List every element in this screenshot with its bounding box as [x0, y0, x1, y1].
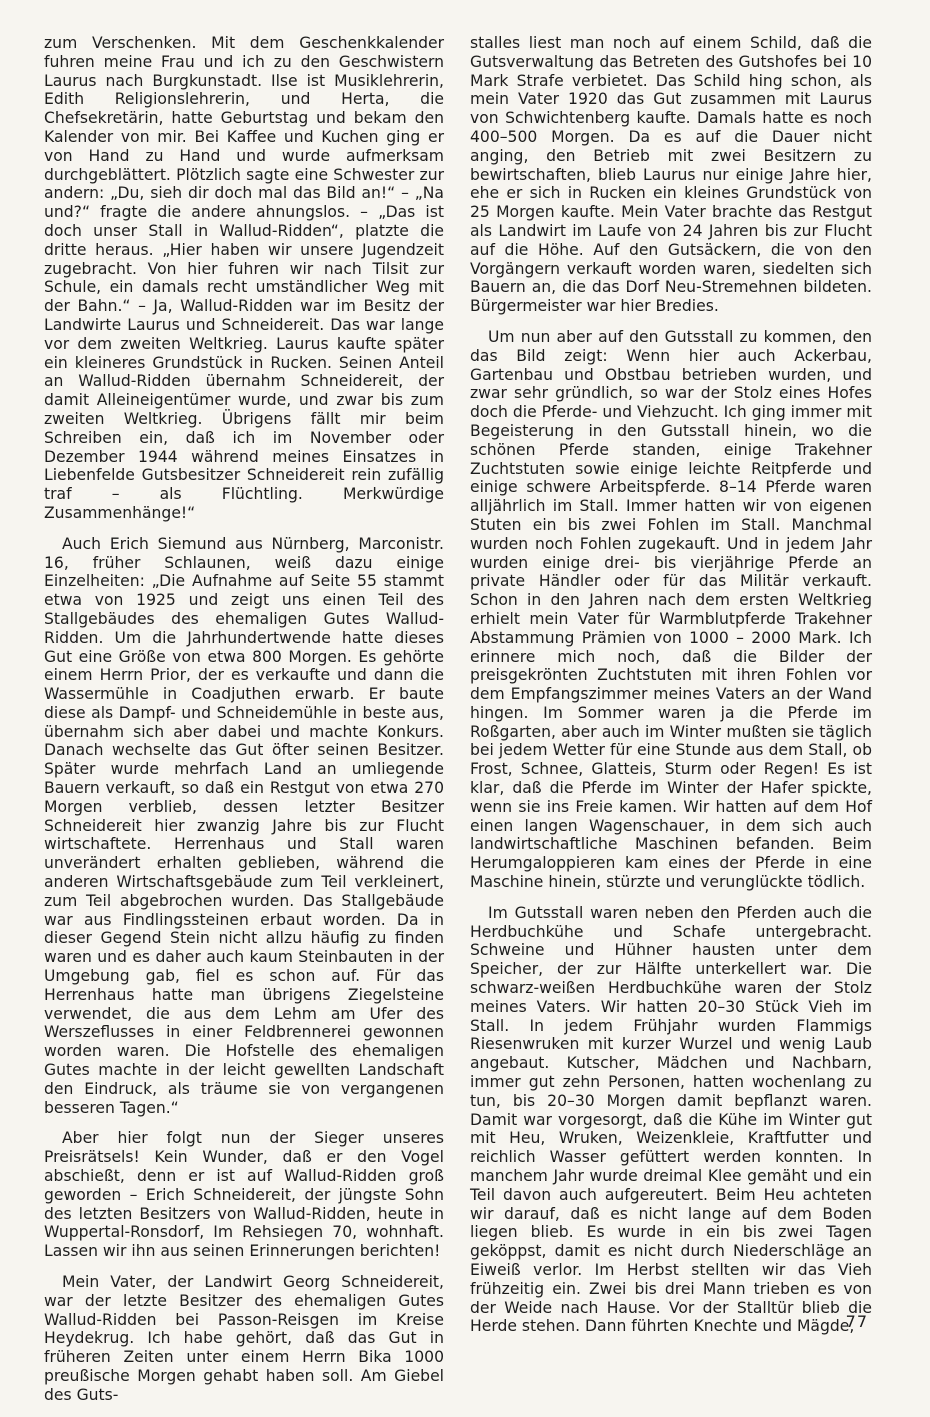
paragraph: Um nun aber auf den Gutsstall zu kommen, den das Bild zeigt: Wenn hier auch Ackerbau, Gartenbau und Obstbau betrieben wurden, und zwar sehr gründlich, so war der Stolz eines Hofes doch die Pferde- und Viehzucht. Ich ging immer mit Begeisterung in den Gutsstall hinein, wo die schönen Pferde standen, einige Trakehner Zuchtstuten sowie einige leichte Reitpferde und einige schwere Arbeitspferde. 8–14 Pferde waren alljährlich im Stall. Immer hatten wir von eigenen Stuten ein bis zwei Fohlen im Stall. Manchmal wurden noch Fohlen zugekauft. Und in jedem Jahr wurden einige drei- bis vierjährige Pferde an private Händler oder für das Militär verkauft. Schon in den Jahren nach dem ersten Weltkrieg erhielt mein Vater für Warmblutpferde Trakehner Abstammung Prämien von 1000 – 2000 Mark. Ich erinnere mich noch, daß die Bilder der preisgekrönten Zuchtstuten mit ihren Fohlen vor dem Empfangszimmer meines Vaters an der Wand hingen. Im Sommer waren ja die Pferde im Roßgarten, aber auch im Winter mußten sie täglich bei jedem Wetter für eine Stunde aus dem Stall, ob Frost, Schnee, Glatteis, Sturm oder Regen! Es ist klar, daß die Pferde im Winter der Hafer spickte, wenn sie ins Freie kamen. Wir hatten auf dem Hof einen langen Wagenschauer, in dem sich auch landwirtschaftliche Maschinen befanden. Beim Herumgaloppieren kam eines der Pferde in eine Maschine hinein, stürzte und verunglückte tödlich.: [470, 327, 872, 892]
paragraph: Aber hier folgt nun der Sieger unseres Preisrätsels! Kein Wunder, daß er den Vogel abschießt, denn er ist auf Wallud-Ridden groß geworden – Erich Schneidereit, der jüngste Sohn des letzten Besitzers von Wallud-Ridden, heute in Wuppertal-Ronsdorf, Im Rehsiegen 70, wohnhaft. Lassen wir ihn aus seinen Erinnerungen berichten!: [44, 1129, 444, 1261]
right-text-column: [470, 34, 872, 1348]
page-number: 77: [845, 1312, 868, 1331]
paragraph: Mein Vater, der Landwirt Georg Schneidereit, war der letzte Besitzer des ehemaligen Gutes Wallud-Ridden bei Passon-Reisgen im Kreise Heydekrug. Ich habe gehört, daß das Gut in früheren Zeiten unter einem Herrn Bika 1000 preußische Morgen gehabt haben soll. Am Giebel des Guts-: [44, 1273, 444, 1404]
paragraph: zum Verschenken. Mit dem Geschenkkalender fuhren meine Frau und ich zu den Geschwistern Laurus nach Burgkunstadt. Ilse ist Musiklehrerin, Edith Religionslehrerin, und Herta, die Chefsekretärin, hatte Geburtstag und bekam den Kalender von mir. Bei Kaffee und Kuchen ging er von Hand zu Hand und wurde aufmerksam durchgeblättert. Plötzlich sagte eine Schwester zur andern: „Du, sieh dir doch mal das Bild an!“ – „Na und?“ fragte die andere ahnungslos. – „Das ist doch unser Stall in Wallud-Ridden“, platzte die dritte heraus. „Hier haben wir unsere Jugendzeit zugebracht. Von hier fuhren wir nach Tilsit zur Schule, ein damals recht umständlicher Weg mit der Bahn.“ – Ja, Wallud-Ridden war im Besitz der Landwirte Laurus und Schneidereit. Das war lange vor dem zweiten Weltkrieg. Laurus kaufte später ein kleineres Grundstück in Rucken. Seinen Anteil an Wallud-Ridden übernahm Schneidereit, der damit Alleineigentümer wurde, und zwar bis zum zweiten Weltkrieg. Übrigens fällt mir beim Schreiben ein, daß ich im November oder Dezember 1944 während meines Einsatzes in Liebenfelde Gutsbesitzer Schneidereit rein zufällig traf – als Flüchtling. Merkwürdige Zusammenhänge!“: [44, 34, 444, 522]
left-text-column: [44, 34, 444, 1417]
paragraph: stalles liest man noch auf einem Schild, daß die Gutsverwaltung das Betreten des Gutshofes bei 10 Mark Strafe verbietet. Das Schild hing schon, als mein Vater 1920 das Gut zusammen mit Laurus von Schwichtenberg kaufte. Damals hatte es noch 400–500 Morgen. Da es auf die Dauer nicht anging, den Betrieb mit zwei Besitzern zu bewirtschaften, blieb Laurus nur einige Jahre hier, ehe er sich in Rucken ein kleines Grundstück von 25 Morgen kaufte. Mein Vater brachte das Restgut als Landwirt im Laufe von 24 Jahren bis zur Flucht auf die Höhe. Auf den Gutsäckern, die von den Vorgängern verkauft worden waren, siedelten sich Bauern an, die das Dorf Neu-Stremehnen bildeten. Bürgermeister war hier Bredies.: [470, 34, 872, 316]
paragraph: Auch Erich Siemund aus Nürnberg, Marconistr. 16, früher Schlaunen, weiß dazu einige Einzelheiten: „Die Aufnahme auf Seite 55 stammt etwa von 1925 und zeigt uns einen Teil des Stallgebäudes des ehemaligen Gutes Wallud-Ridden. Um die Jahrhundertwende hatte dieses Gut eine Größe von etwa 800 Morgen. Es gehörte einem Herrn Prior, der es verkaufte und dann die Wassermühle in Coadjuthen erwarb. Er baute diese als Dampf- und Schneidemühle in beste aus, übernahm sich aber dabei und machte Konkurs. Danach wechselte das Gut öfter seinen Besitzer. Später wurde mehrfach Land an umliegende Bauern verkauft, so daß ein Restgut von etwa 270 Morgen verblieb, dessen letzter Besitzer Schneidereit hier zwanzig Jahre bis zur Flucht wirtschaftete. Herrenhaus und Stall waren unverändert erhalten geblieben, während die anderen Wirtschaftsgebäude zum Teil verkleinert, zum Teil abgebrochen wurden. Das Stallgebäude war aus Findlingssteinen erbaut worden. Da in dieser Gegend Stein nicht allzu häufig zu finden waren und es daher auch kaum Steinbauten in der Umgebung gab, fiel es schon auf. Für das Herrenhaus hatte man übrigens Ziegelsteine verwendet, die aus dem Lehm am Ufer des Werszeflusses in einer Feldbrennerei gewonnen worden waren. Die Hofstelle des ehemaligen Gutes machte in der leicht gewellten Landschaft den Eindruck, als träume sie von vergangenen besseren Tagen.“: [44, 534, 444, 1117]
paragraph: Im Gutsstall waren neben den Pferden auch die Herdbuchkühe und Schafe untergebracht. Schweine und Hühner hausten unter dem Speicher, der zur Hälfte unterkellert war. Die schwarz-weißen Herdbuchkühe waren der Stolz meines Vaters. Wir hatten 20–30 Stück Vieh im Stall. In jedem Frühjahr wurden Flammigs Riesenwruken mit kurzer Wurzel und wenig Laub angebaut. Kutscher, Mädchen und Nachbarn, immer gut zehn Personen, hatten wochenlang zu tun, bis 20–30 Morgen damit bepflanzt waren. Damit war vorgesorgt, daß die Kühe im Winter gut mit Heu, Wruken, Weizenkleie, Kraftfutter und reichlich Wasser gefüttert werden konnten. In manchem Jahr wurde dreimal Klee gemäht und ein Teil davon auch aufgereutert. Beim Heu achteten wir darauf, daß es nicht lange auf dem Boden liegen blieb. Es wurde in ein bis zwei Tagen geköppst, damit es nicht durch Niederschläge an Eiweiß verlor. Im Herbst stellten wir das Vieh frühzeitig ein. Zwei bis drei Mann trieben es von der Weide nach Hause. Vor der Stalltür blieb die Herde stehen. Dann führten Knechte und Mägde,: [470, 903, 872, 1336]
